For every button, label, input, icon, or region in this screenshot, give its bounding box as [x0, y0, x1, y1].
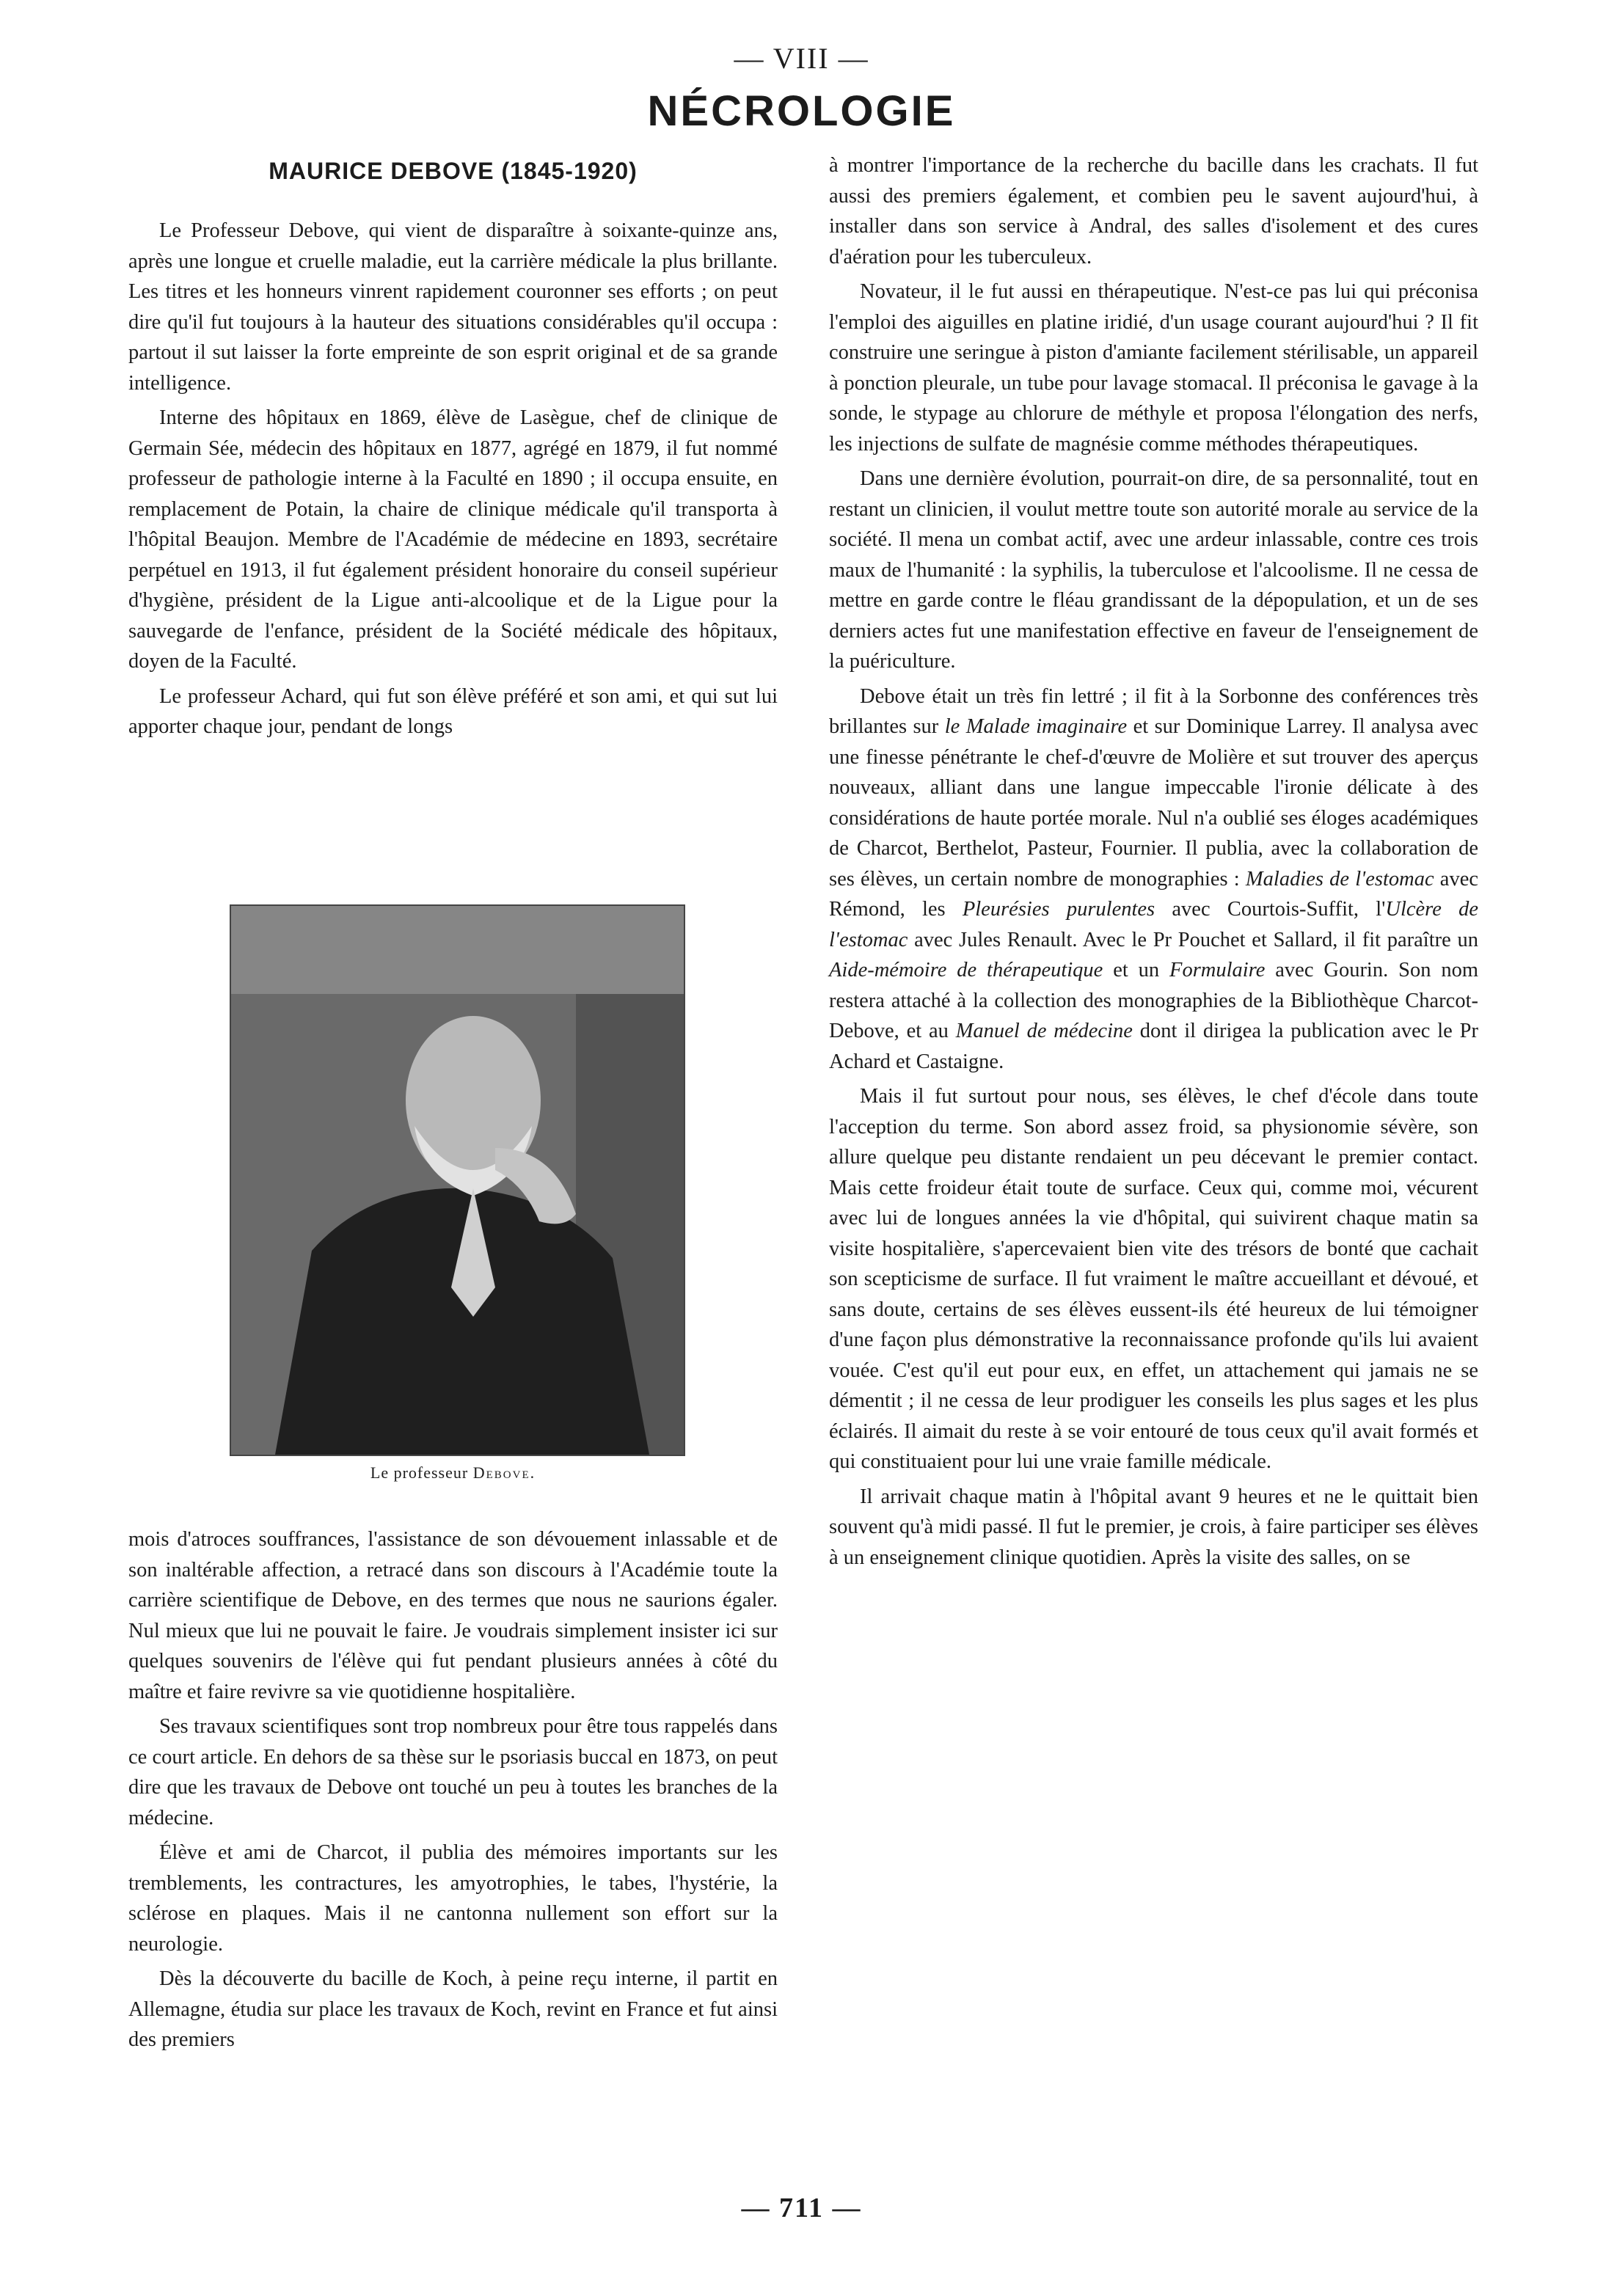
title-italic: Manuel de médecine	[955, 1020, 1133, 1042]
text-run: avec Jules Renault. Avec le Pr Pouchet et Sallard, il fit paraître un	[908, 928, 1478, 951]
paragraph	[829, 681, 1478, 1078]
portrait-photo	[230, 904, 685, 1456]
title-italic: Formulaire	[1169, 959, 1266, 981]
paragraph: mois d'atroces souffrances, l'assistance de son dévouement inlassable et de son inaltérable affection, a retracé dans son discours à l'Académie toute la carrière scientifique de Debove, en des termes que nous ne saurions égaler. Nul mieux que lui ne pouvait le faire. Je voudrais simplement insister ici sur quelques souvenirs de l'élève qui fut pendant plusieurs années à côté du maître et faire revivre sa vie quotidienne hospitalière.	[128, 1528, 778, 1703]
paragraph: Dès la découverte du bacille de Koch, à peine reçu interne, il partit en Allemagne, étudia sur place les travaux de Koch, revint en France et fut ainsi des premiers	[128, 1967, 778, 2051]
title-italic: Pleurésies purulentes	[962, 898, 1155, 921]
text-run: avec Rémond, les	[829, 867, 1478, 921]
paragraph: Il arrivait chaque matin à l'hôpital avant 9 heures et ne le quittait bien souvent qu'à midi passé. Il fut le premier, je crois, à faire participer ses élèves à un enseignement clinique quotidien. Après la visite des salles, on se	[829, 1485, 1478, 1569]
text-run: avec Gourin. Son nom restera attaché à la collection des monographies de la Bibliothèque Charcot-Debove, et au	[829, 959, 1478, 1042]
text-run: avec Courtois-Suffit, l'	[1155, 898, 1386, 921]
paragraph: à montrer l'importance de la recherche du bacille dans les crachats. Il fut aussi des premiers également, et combien peu le savent aujourd'hui, à installer dans son service à Andral, des salles d'isolement et des cures d'aération pour les tuberculeux.	[829, 154, 1478, 268]
right-column	[829, 150, 1478, 1577]
article-title: MAURICE DEBOVE (1845-1920)	[269, 158, 638, 184]
page-number-roman: — VIII —	[734, 42, 869, 75]
title-italic: Aide-mémoire de thérapeutique	[829, 959, 1103, 981]
paragraph: Mais il fut surtout pour nous, ses élèves, le chef d'école dans toute l'acception du terme. Son abord assez froid, sa physionomie sévère, son allure quelque peu distante rendaient un peu décevant le premier contact. Mais cette froideur était toute de surface. Ceux qui, comme moi, vécurent avec lui de longues années la vie d'hôpital, qui suivirent chaque matin sa visite hospitalière, s'apercevaient bien vite des trésors de bonté que cachait son scepticisme de surface. Il fut vraiment le maître accueillant et dévoué, et sans doute, certains de ses élèves eussent-ils été heureux de lui témoigner d'une façon plus démonstrative la reconnaissance profonde qu'ils lui avaient vouée. C'est qu'il eut pour eux, en effet, un attachement qui jamais ne se démentit ; il ne cessa de leur prodiguer les conseils les plus sages et les plus éclairés. Il aimait du reste à se voir entouré de tous ceux qu'il avait formés et qui constituaient pour lui une vraie famille médicale.	[829, 1085, 1478, 1473]
title-italic: le Malade imaginaire	[944, 715, 1128, 738]
paragraph: Le Professeur Debove, qui vient de disparaître à soixante-quinze ans, après une longue et cruelle maladie, eut la carrière médicale la plus brillante. Les titres et les honneurs vinrent rapidement couronner ses efforts ; on peut dire qu'il fut toujours à la hauteur des situations considérables qu'il occupa : partout il sut laisser la forte empreinte de son esprit original et de sa grande intelligence.	[128, 219, 778, 395]
left-column-bottom	[128, 1524, 778, 2060]
caption-prefix: Le professeur	[370, 1463, 473, 1482]
left-column-top	[128, 150, 778, 747]
text-run: et sur Dominique Larrey. Il analysa avec une finesse pénétrante le chef-d'œuvre de Molière et sut trouver des aperçus nouveaux, alliant dans une langue impeccable l'ironie délicate à des considérations de haute portée morale. Nul n'a oublié ses éloges académiques de Charcot, Berthelot, Pasteur, Fournier. Il publia, avec la collaboration de ses élèves, un certain nombre de monographies :	[829, 715, 1479, 891]
caption-name: Debove.	[472, 1463, 536, 1482]
paragraph: Dans une dernière évolution, pourrait-on dire, de sa personnalité, tout en restant un clinicien, il voulut mettre toute son autorité morale au service de la société. Il mena un combat actif, avec une ardeur inlassable, contre ces trois maux de l'humanité : la syphilis, la tuberculose et l'alcoolisme. Il ne cessa de mettre en garde contre le fléau grandissant de la dépopulation, et un de ses derniers actes fut une manifestation effective en faveur de l'enseignement de la puériculture.	[829, 467, 1478, 673]
paragraph: Ses travaux scientifiques sont trop nombreux pour être tous rappelés dans ce court article. En dehors de sa thèse sur le psoriasis buccal en 1873, on peut dire que les travaux de Debove ont touché un peu à toutes les branches de la médecine.	[128, 1715, 778, 1829]
section-heading: NÉCROLOGIE	[647, 87, 956, 135]
text-run: et un	[1103, 959, 1170, 981]
title-italic: Maladies de l'estomac	[1245, 867, 1434, 891]
paragraph: Novateur, il le fut aussi en thérapeutique. N'est-ce pas lui qui préconisa l'emploi des aiguilles en platine iridié, d'un usage courant aujourd'hui ? Il fit construire une seringue à piston d'amiante facilement stérilisable, un appareil à ponction pleurale, un tube pour lavage stomacal. Il préconisa le gavage à la sonde, le stypage au chlorure de méthyle et proposa l'élongation des nerfs, les injections de sulfate de magnésie comme méthodes thérapeutiques.	[829, 280, 1478, 456]
figure-caption	[128, 1463, 778, 1482]
page-number: — 711 —	[741, 2193, 862, 2223]
paragraph: Le professeur Achard, qui fut son élève préféré et son ami, et qui sut lui apporter chaque jour, pendant de longs	[128, 684, 778, 738]
text-run: dont il dirigea la publication avec le Pr Achard et Castaigne.	[829, 1020, 1478, 1073]
title-italic: Ulcère de l'estomac	[829, 898, 1478, 951]
paragraph: Interne des hôpitaux en 1869, élève de Lasègue, chef de clinique de Germain Sée, médecin des hôpitaux en 1877, agrégé en 1879, il fut nommé professeur de pathologie interne à la Faculté en 1890 ; il occupa ensuite, en remplacement de Potain, la chaire de clinique médicale qu'il transporta à l'hôpital Beaujon. Membre de l'Académie de médecine en 1893, secrétaire perpétuel en 1913, il fut également président honoraire du conseil supérieur d'hygiène, président de la Ligue anti-alcoolique et de la Ligue pour la sauvegarde de l'enfance, président de la Société médicale des hôpitaux, doyen de la Faculté.	[128, 406, 778, 673]
paragraph: Élève et ami de Charcot, il publia des mémoires importants sur les tremblements, les contractures, les amyotrophies, le tabes, l'hystérie, la sclérose en plaques. Mais il ne cantonna nullement son effort sur la neurologie.	[128, 1841, 778, 1956]
text-run: Debove était un très fin lettré ; il fit à la Sorbonne des conférences très brillantes sur	[829, 684, 1478, 738]
